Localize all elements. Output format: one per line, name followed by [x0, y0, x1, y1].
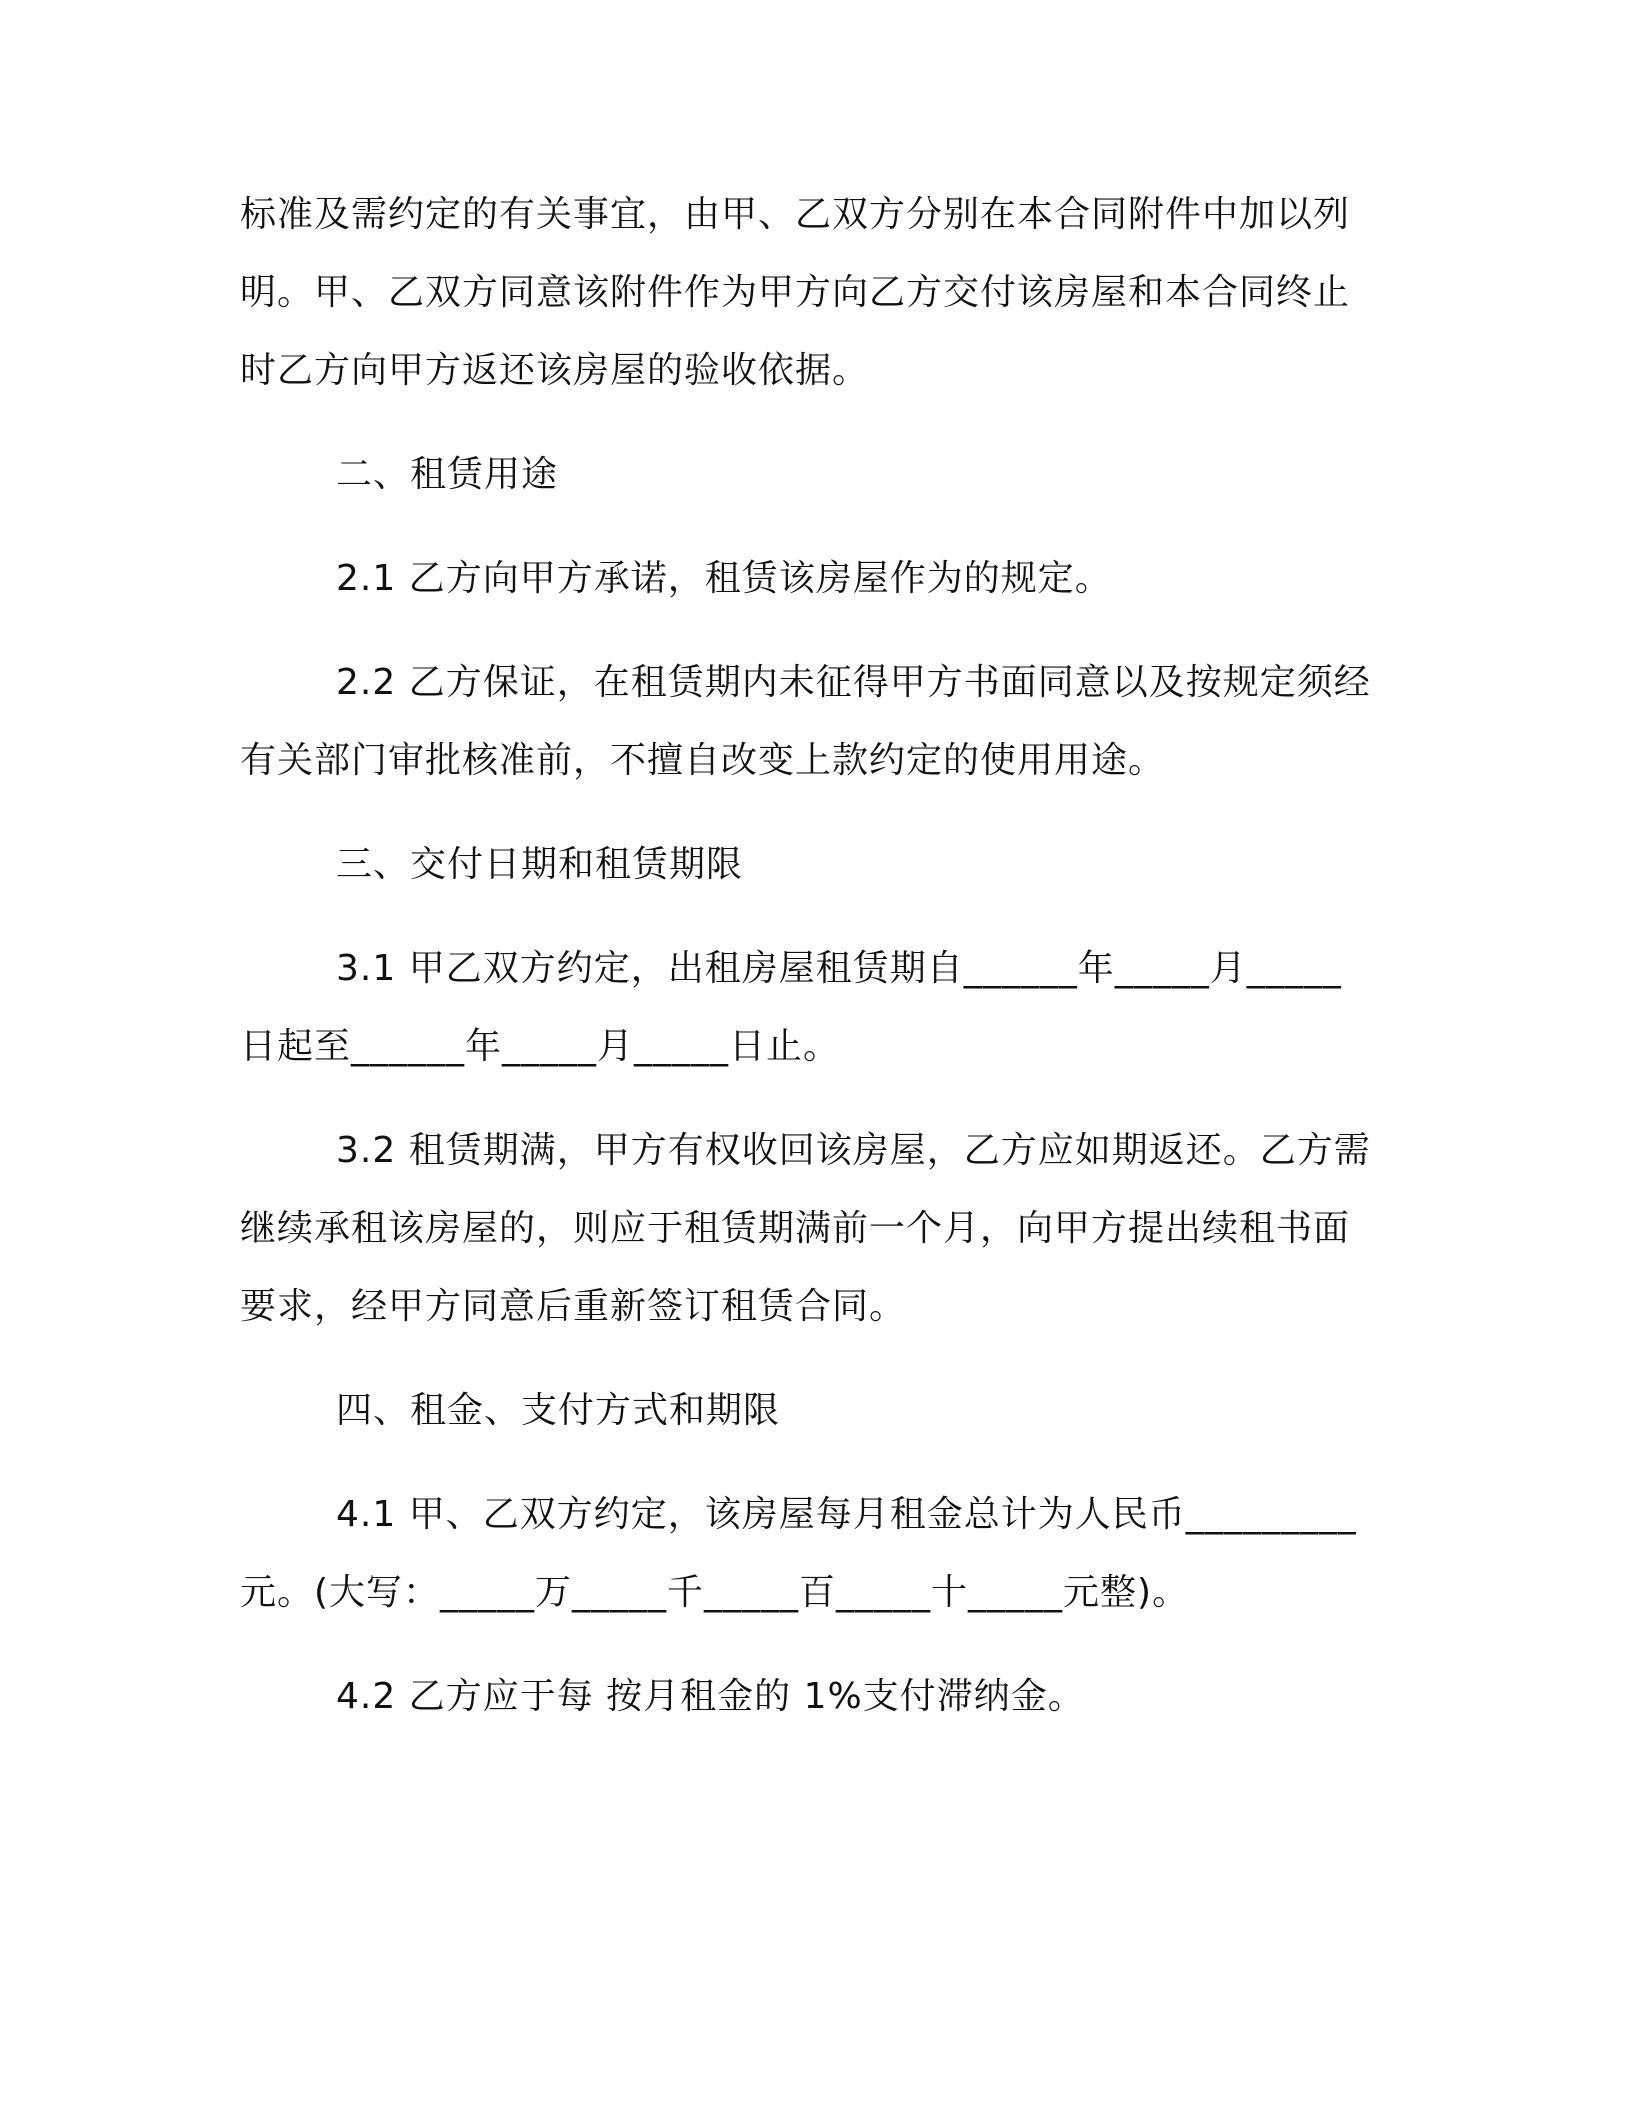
clause-4-1 [240, 1476, 1370, 1632]
heading-text: 三、交付日期和租赁期限 [336, 844, 744, 885]
clause-text: 2.2 乙方保证，在租赁期内未征得甲方书面同意以及按规定须经 [336, 662, 1371, 703]
clause-text: 3.1 甲乙双方约定，出租房屋租赁期自______年_____月_____ [336, 948, 1342, 989]
heading-text: 二、租赁用途 [336, 454, 559, 495]
text-line: 标准及需约定的有关事宜，由甲、乙双方分别在本合同附件中加以列 [240, 194, 1351, 235]
clause-text: 2.1 乙方向甲方承诺，租赁该房屋作为的规定。 [336, 558, 1112, 599]
section-heading-rent-payment [240, 1372, 1370, 1450]
clause-4-2 [240, 1658, 1370, 1736]
text-line [240, 930, 1370, 1008]
text-line [240, 644, 1370, 722]
text-line: 时乙方向甲方返还该房屋的验收依据。 [240, 350, 870, 391]
text-line: 日起至______年_____月_____日止。 [240, 1026, 841, 1067]
clause-text: 4.1 甲、乙双方约定，该房屋每月租金总计为人民币_________ [336, 1494, 1357, 1535]
text-line: 元。(大写：_____万_____千_____百_____十_____元整)。 [240, 1572, 1190, 1613]
text-line [240, 1476, 1370, 1554]
text-line: 有关部门审批核准前，不擅自改变上款约定的使用用途。 [240, 740, 1166, 781]
section-heading-delivery-term [240, 826, 1370, 904]
text-line: 明。甲、乙双方同意该附件作为甲方向乙方交付该房屋和本合同终止 [240, 272, 1351, 313]
text-line: 要求，经甲方同意后重新签订租赁合同。 [240, 1286, 907, 1327]
clause-text: 3.2 租赁期满，甲方有权收回该房屋，乙方应如期返还。乙方需 [336, 1130, 1371, 1171]
clause-text: 4.2 乙方应于每 按月租金的 1%支付滞纳金。 [336, 1676, 1085, 1717]
clause-2-1 [240, 540, 1370, 618]
paragraph-acceptance-basis [240, 176, 1370, 410]
text-line [240, 1112, 1370, 1190]
text-line [240, 540, 1370, 618]
section-heading-lease-purpose [240, 436, 1370, 514]
clause-2-2 [240, 644, 1370, 800]
heading-text: 四、租金、支付方式和期限 [336, 1390, 781, 1431]
text-line [240, 1658, 1370, 1736]
clause-3-2 [240, 1112, 1370, 1346]
document-body [240, 176, 1370, 1762]
text-line: 继续承租该房屋的，则应于租赁期满前一个月，向甲方提出续租书面 [240, 1208, 1351, 1249]
clause-3-1 [240, 930, 1370, 1086]
